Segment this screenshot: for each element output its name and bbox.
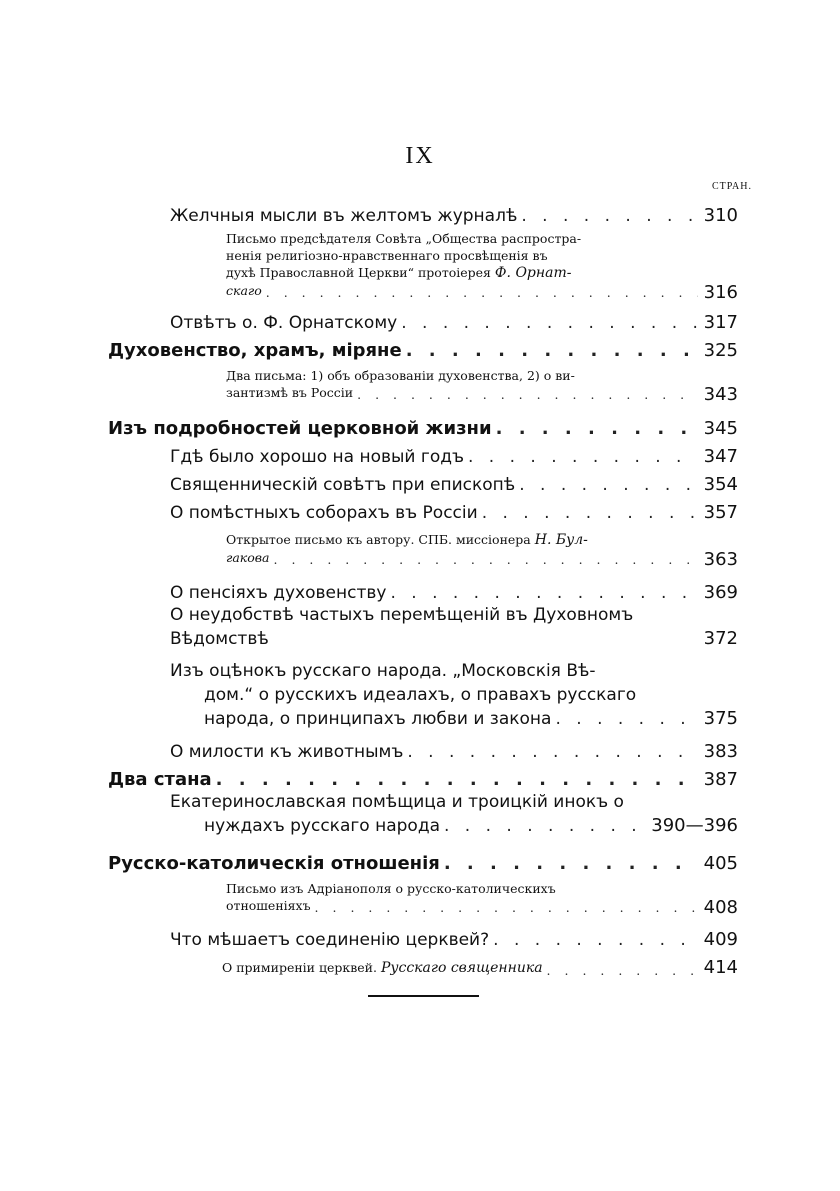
toc-entry[interactable] bbox=[170, 306, 738, 333]
leader-dots bbox=[401, 313, 697, 333]
toc-entry-title-line: О неудобствѣ частыхъ перемѣщеній въ Духовномъ bbox=[170, 605, 634, 625]
toc-entry[interactable] bbox=[170, 733, 738, 762]
toc-entry-title-line: зантизмѣ въ Россіи bbox=[226, 385, 354, 400]
toc-entry-page: 387 bbox=[703, 769, 738, 790]
toc-entry-title: Священническій совѣтъ при епископѣ bbox=[170, 475, 516, 495]
toc-entry[interactable] bbox=[170, 439, 738, 467]
toc-entry-title-line bbox=[226, 264, 738, 282]
leader-dots bbox=[407, 742, 697, 762]
toc-entry-page: 372 bbox=[703, 628, 738, 649]
toc-entry[interactable] bbox=[170, 575, 738, 603]
toc-entry-title-line: Изъ оцѣнокъ русскаго народа. „Московскія Вѣ- bbox=[170, 661, 596, 681]
toc-entry-page: 345 bbox=[703, 418, 738, 439]
toc-entry-last-line bbox=[226, 897, 738, 916]
toc-entry[interactable] bbox=[108, 333, 738, 361]
leader-dots bbox=[521, 206, 697, 226]
toc-entry-title-text: духѣ Православной Церкви“ протоіерея bbox=[226, 265, 495, 280]
leader-dots bbox=[547, 963, 698, 978]
leader-dots bbox=[555, 707, 697, 731]
leader-dots bbox=[444, 814, 645, 838]
toc-entry-last-line bbox=[226, 282, 738, 301]
toc-entry[interactable] bbox=[108, 762, 738, 790]
toc-entry-page: 390—396 bbox=[651, 815, 738, 836]
toc-entry-title: О помѣстныхъ соборахъ въ Россіи bbox=[170, 503, 478, 523]
toc-entry-page: 363 bbox=[703, 549, 738, 570]
leader-dots bbox=[444, 853, 698, 874]
toc-entry-title bbox=[222, 960, 543, 978]
toc-entry-page: 414 bbox=[703, 957, 738, 978]
toc-entry-title: О пенсіяхъ духовенству bbox=[170, 583, 387, 603]
leader-dots bbox=[406, 340, 698, 361]
toc-entry-title-line: Два письма: 1) объ образованіи духовенства, 2) о ви- bbox=[226, 368, 575, 383]
toc-entry-title-line: отношеніяхъ bbox=[226, 898, 311, 913]
leader-dots bbox=[216, 769, 698, 790]
toc-entry-title-line: Письмо предсѣдателя Совѣта „Общества распростра- bbox=[226, 231, 582, 246]
toc-entry-last-line bbox=[226, 549, 738, 568]
toc-entry[interactable] bbox=[226, 230, 738, 302]
toc-entry-title: Гдѣ было хорошо на новый годъ bbox=[170, 447, 464, 467]
toc-entry[interactable] bbox=[226, 531, 738, 569]
toc-entry[interactable] bbox=[170, 198, 738, 226]
toc-entry-title-text: Открытое письмо къ автору. СПБ. миссіонера bbox=[226, 532, 535, 547]
toc-entry-title: Изъ подробностей церковной жизни bbox=[108, 418, 492, 439]
page-number: IX bbox=[405, 143, 435, 169]
toc-entry-last-line bbox=[204, 707, 738, 731]
leader-dots bbox=[274, 551, 698, 568]
toc-entry-last-line bbox=[226, 384, 738, 403]
toc-entry-page: 325 bbox=[703, 340, 738, 361]
toc-entry[interactable] bbox=[108, 846, 738, 874]
toc-entry-page: 408 bbox=[703, 897, 738, 918]
toc-entry-author: Ф. Орнат- bbox=[494, 265, 572, 281]
toc-entry-title-line: гакова bbox=[226, 550, 270, 565]
toc-entry-title-text: О примиреніи церквей. bbox=[222, 960, 381, 975]
toc-entry-page: 375 bbox=[703, 708, 738, 729]
leader-dots bbox=[496, 418, 698, 439]
toc-entry-last-line bbox=[204, 814, 738, 838]
toc-entry[interactable] bbox=[170, 603, 738, 655]
toc-entry-title-line: Письмо изъ Адріанополя о русско-католическихъ bbox=[226, 881, 556, 896]
toc-entry-page: 316 bbox=[703, 282, 738, 303]
toc-entry-title: Духовенство, храмъ, міряне bbox=[108, 340, 402, 361]
horizontal-rule bbox=[368, 995, 479, 997]
toc-entry-page: 405 bbox=[703, 853, 738, 874]
toc-entry-page: 354 bbox=[703, 474, 738, 495]
toc-entry-title-line: скаго bbox=[226, 283, 262, 298]
leader-dots bbox=[493, 930, 698, 950]
toc-entry-page: 317 bbox=[703, 312, 738, 333]
toc-entry-title: Отвѣтъ о. Ф. Орнатскому bbox=[170, 313, 398, 333]
toc-entry[interactable] bbox=[108, 409, 738, 439]
toc-entry-last-line bbox=[170, 627, 738, 651]
toc-entry[interactable] bbox=[226, 367, 738, 405]
toc-entry-page: 383 bbox=[703, 741, 738, 762]
leader-dots bbox=[266, 284, 698, 301]
toc-entry-title-line: Вѣдомствѣ bbox=[170, 629, 269, 649]
toc-entry-title: Что мѣшаетъ соединенію церквей? bbox=[170, 930, 490, 950]
leader-dots bbox=[468, 447, 698, 467]
toc-entry[interactable] bbox=[222, 950, 738, 978]
toc-entry-title-line: народа, о принципахъ любви и закона bbox=[204, 709, 552, 729]
toc-entry-title: Русско-католическія отношенія bbox=[108, 853, 440, 874]
leader-dots bbox=[390, 583, 697, 603]
page-column-header: СТРАН. bbox=[711, 181, 752, 192]
toc-entry-title: Желчныя мысли въ желтомъ журналѣ bbox=[170, 206, 518, 226]
toc-entry-page: 347 bbox=[703, 446, 738, 467]
toc-entry-page: 409 bbox=[703, 929, 738, 950]
toc-entry[interactable] bbox=[170, 495, 738, 523]
leader-dots bbox=[482, 503, 698, 523]
toc-entry-title-line: нуждахъ русскаго народа bbox=[204, 816, 440, 836]
leader-dots bbox=[357, 386, 698, 403]
toc-entry[interactable] bbox=[170, 659, 738, 733]
toc-entry-title-line: дом.“ о русскихъ идеалахъ, о правахъ русскаго bbox=[204, 685, 637, 705]
table-of-contents bbox=[0, 198, 840, 978]
toc-entry-page: 310 bbox=[703, 205, 738, 226]
toc-entry[interactable] bbox=[170, 922, 738, 950]
leader-dots bbox=[519, 475, 697, 495]
toc-entry-author: Русскаго священника bbox=[380, 960, 543, 976]
toc-entry-author: Н. Бул- bbox=[534, 532, 588, 548]
toc-entry-title-line bbox=[226, 531, 738, 549]
toc-entry-title-line: ненія религіозно-нравственнаго просвѣщенія въ bbox=[226, 248, 548, 263]
toc-entry-title: О милости къ животнымъ bbox=[170, 742, 404, 762]
toc-entry[interactable] bbox=[226, 880, 738, 918]
toc-entry-title-line: Екатеринославская помѣщица и троицкій инокъ о bbox=[170, 792, 624, 812]
toc-entry-page: 369 bbox=[703, 582, 738, 603]
toc-entry-page: 343 bbox=[703, 384, 738, 405]
toc-entry-page: 357 bbox=[703, 502, 738, 523]
toc-entry-title: Два стана bbox=[108, 769, 212, 790]
leader-dots bbox=[315, 899, 698, 916]
toc-entry[interactable] bbox=[170, 790, 738, 842]
toc-entry[interactable] bbox=[170, 467, 738, 495]
